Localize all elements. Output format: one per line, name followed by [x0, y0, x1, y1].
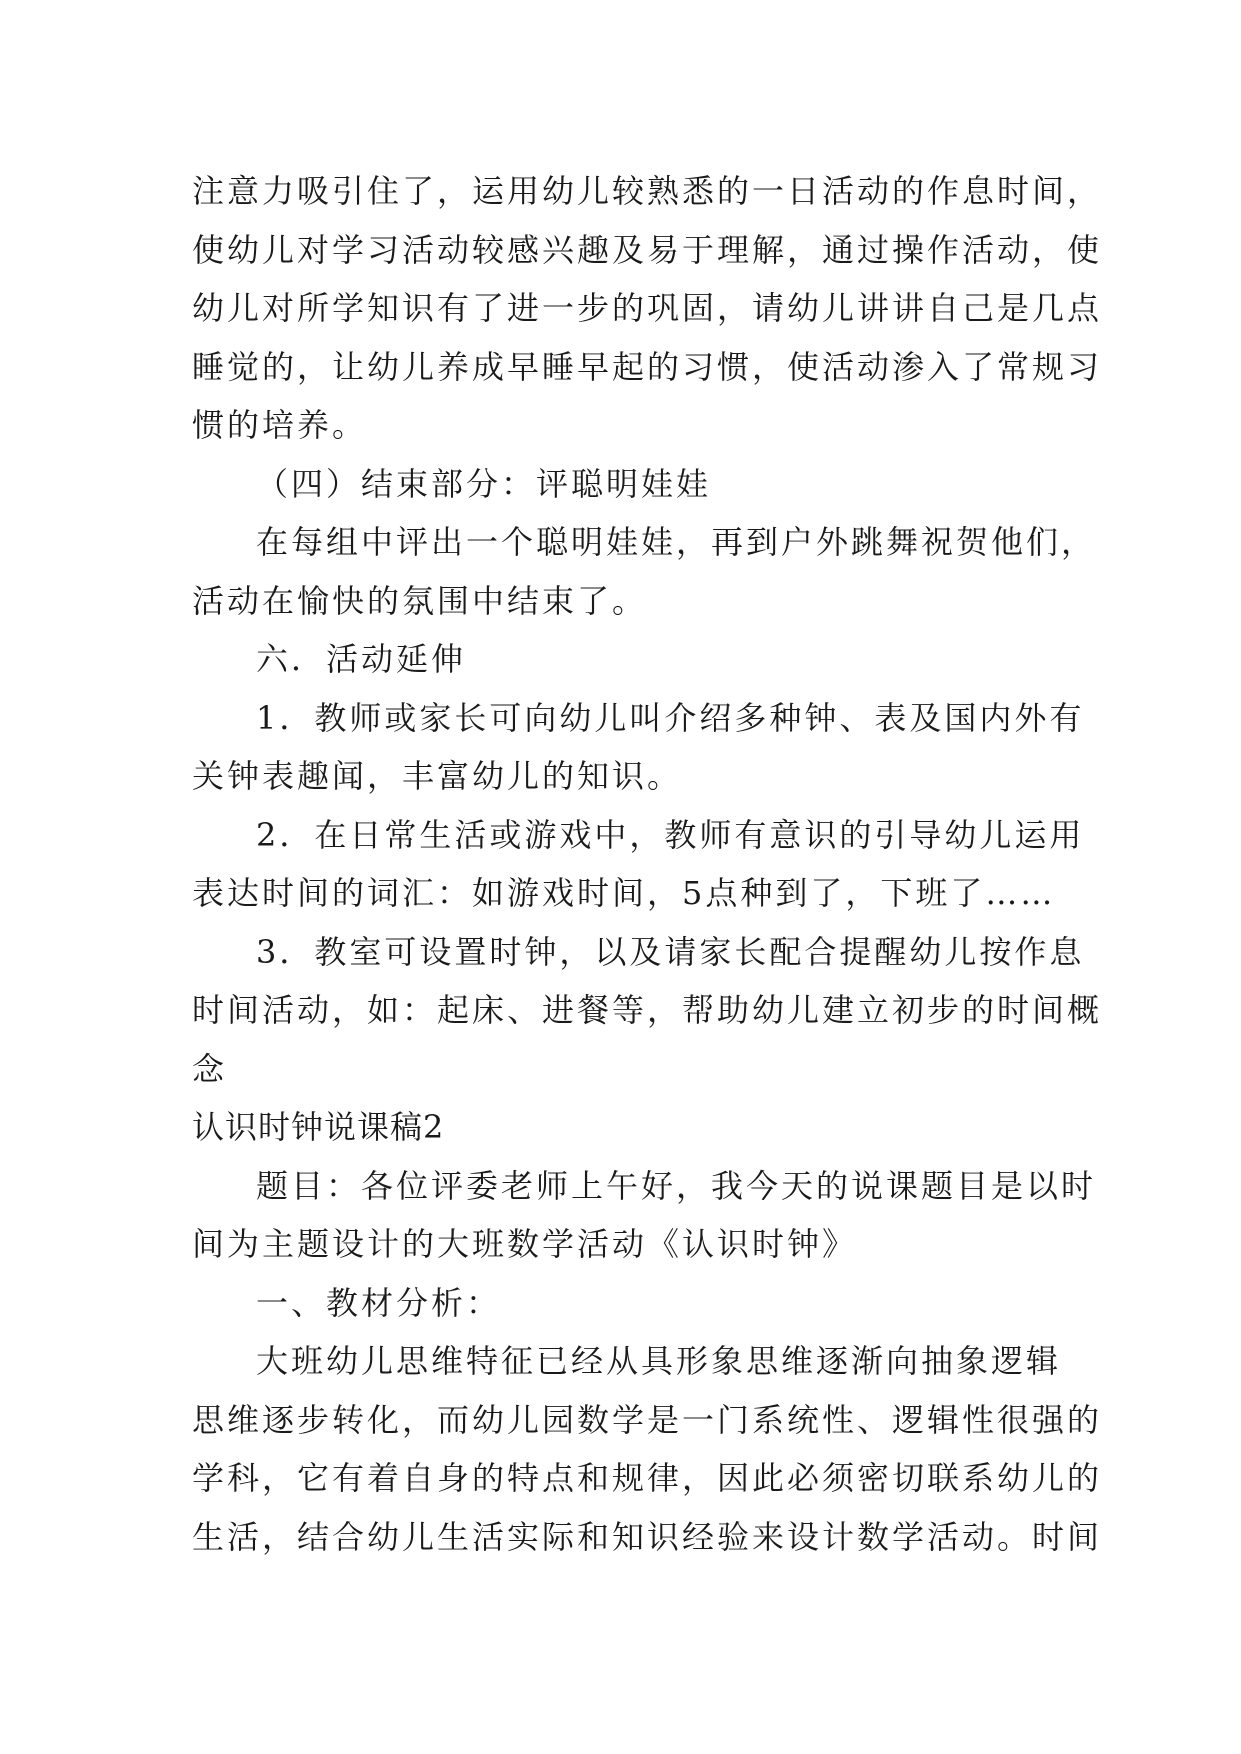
list-item-continuation: 念: [192, 1049, 228, 1088]
paragraph-line: 大班幼儿思维特征已经从具形象思维逐渐向抽象逻辑: [256, 1342, 1062, 1380]
list-item-continuation: 时间活动，如：起床、进餐等，帮助幼儿建立初步的时间概: [192, 991, 1103, 1029]
paragraph-line: 幼儿对所学知识有了进一步的巩固，请幼儿讲讲自己是几点: [192, 289, 1103, 327]
paragraph-line: 活动在愉快的氛围中结束了。: [192, 581, 648, 620]
paragraph-line: 思维逐步转化，而幼儿园数学是一门系统性、逻辑性很强的: [192, 1400, 1103, 1439]
paragraph-line: 学科，它有着自身的特点和规律，因此必须密切联系幼儿的: [192, 1459, 1103, 1497]
section-heading: （四）结束部分：评聪明娃娃: [256, 464, 712, 503]
section-heading: 一、教材分析：: [256, 1283, 502, 1322]
list-item: 1．教师或家长可向幼儿叫介绍多种钟、表及国内外有: [256, 698, 1085, 737]
paragraph-line: 在每组中评出一个聪明娃娃，再到户外跳舞祝贺他们，: [256, 523, 1097, 561]
paragraph-line: 间为主题设计的大班数学活动《认识时钟》: [192, 1225, 858, 1263]
paragraph-line: 注意力吸引住了，运用幼儿较熟悉的一日活动的作息时间，: [192, 172, 1103, 210]
document-title: 认识时钟说课稿2: [192, 1108, 445, 1146]
list-item: 3．教室可设置时钟，以及请家长配合提醒幼儿按作息: [256, 932, 1085, 971]
paragraph-line: 生活，结合幼儿生活实际和知识经验来设计数学活动。时间: [192, 1517, 1103, 1556]
paragraph-line: 惯的培养。: [192, 406, 368, 444]
document-body: [192, 162, 1103, 1566]
list-item-continuation: 关钟表趣闻，丰富幼儿的知识。: [192, 757, 683, 795]
list-item: 2．在日常生活或游戏中，教师有意识的引导幼儿运用: [256, 815, 1085, 854]
list-item-continuation: 表达时间的词汇：如游戏时间，5点种到了，下班了……: [192, 874, 1056, 912]
paragraph-line: 睡觉的，让幼儿养成早睡早起的习惯，使活动渗入了常规习: [192, 347, 1103, 386]
paragraph-line: 题目：各位评委老师上午好，我今天的说课题目是以时: [256, 1166, 1097, 1205]
section-heading: 六．活动延伸: [256, 640, 467, 678]
paragraph-line: 使幼儿对学习活动较感兴趣及易于理解，通过操作活动，使: [192, 230, 1103, 269]
